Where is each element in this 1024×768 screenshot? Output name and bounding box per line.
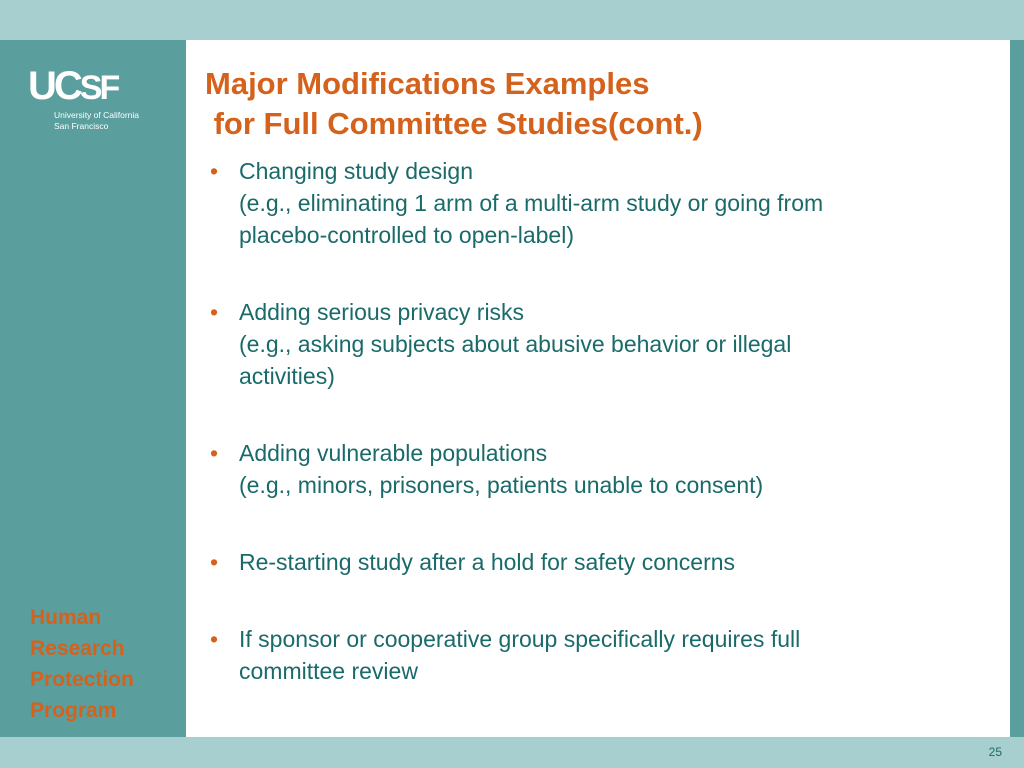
bullet-text: Adding vulnerable populations	[239, 440, 548, 466]
slide-title-line-1: Major Modifications Examples	[205, 66, 650, 101]
bullet-icon: •	[210, 549, 219, 575]
bullet-text: (e.g., eliminating 1 arm of a multi-arm study or going from	[239, 190, 824, 216]
bullet-icon: •	[210, 440, 219, 466]
program-name-line: Program	[30, 699, 117, 722]
logo-subtitle: University of California San Francisco	[54, 110, 140, 131]
bullet-item	[210, 296, 990, 392]
program-name-line: Research	[30, 637, 125, 660]
bullet-text: committee review	[239, 658, 418, 684]
bullet-icon: •	[210, 626, 219, 652]
ucsf-logo	[28, 66, 178, 136]
page-number: 25	[988, 745, 1002, 759]
bullet-icon: •	[210, 299, 219, 325]
bullet-text: (e.g., minors, prisoners, patients unable to consent)	[239, 472, 764, 498]
bullet-text: Changing study design	[239, 158, 473, 184]
program-name	[30, 602, 180, 726]
bullet-item	[210, 155, 990, 251]
bullet-list	[210, 155, 990, 687]
bullet-item	[210, 623, 990, 687]
bullet-text: Re-starting study after a hold for safety concerns	[239, 549, 736, 575]
bullet-text: Adding serious privacy risks	[239, 299, 525, 325]
bullet-text: (e.g., asking subjects about abusive behavior or illegal	[239, 331, 792, 357]
top-band	[0, 0, 1024, 40]
slide-title	[205, 64, 995, 144]
bullet-icon: •	[210, 158, 219, 184]
slide-title-line-2: for Full Committee Studies(cont.)	[205, 106, 703, 141]
bullet-text: activities)	[239, 363, 335, 389]
bottom-band	[0, 737, 1024, 768]
bullet-text: If sponsor or cooperative group specifically requires full	[239, 626, 801, 652]
right-band	[1010, 40, 1024, 737]
bullet-text: placebo-controlled to open-label)	[239, 222, 574, 248]
bullet-item	[210, 437, 990, 501]
bullet-item	[210, 546, 990, 578]
program-name-line: Protection	[30, 668, 134, 691]
program-name-line: Human	[30, 606, 102, 629]
logo-mark: UCSF	[28, 64, 118, 108]
